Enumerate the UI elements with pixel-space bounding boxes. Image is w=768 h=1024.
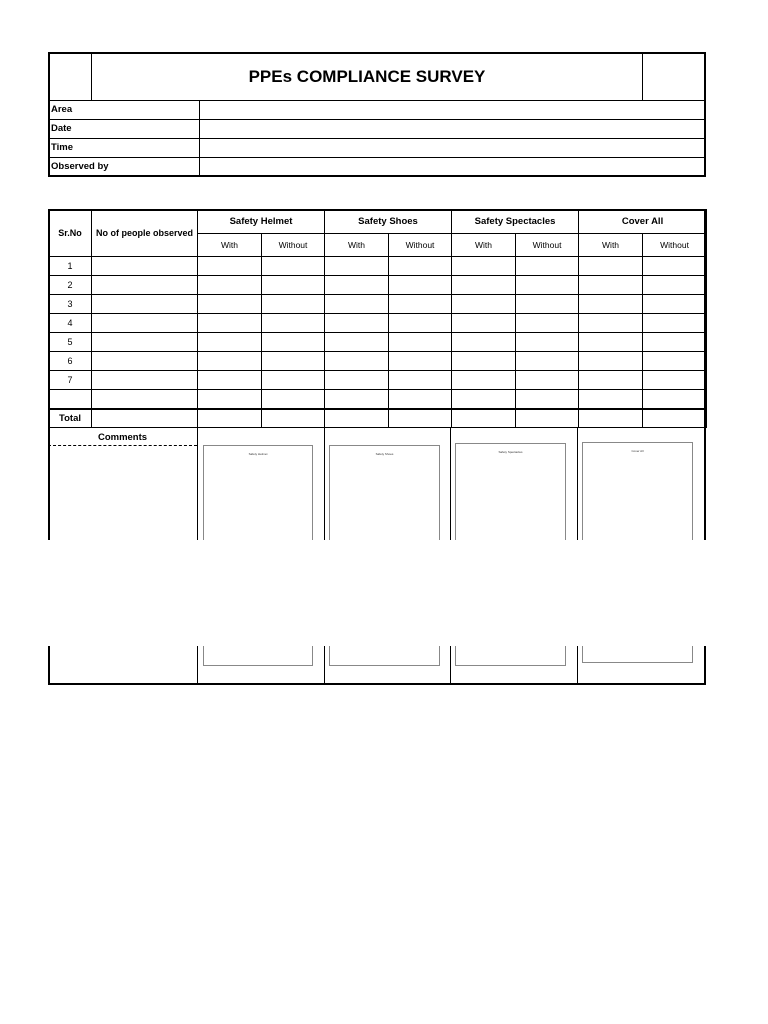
count-cell[interactable]: [262, 371, 325, 390]
count-cell[interactable]: [452, 371, 516, 390]
count-cell[interactable]: [262, 390, 325, 409]
srno-header: Sr.No: [49, 210, 92, 257]
count-cell[interactable]: [452, 257, 516, 276]
count-cell[interactable]: [643, 276, 707, 295]
people-count-cell[interactable]: [92, 390, 198, 409]
with-header: With: [325, 234, 389, 257]
observed-by-input[interactable]: [199, 158, 704, 176]
without-header: Without: [389, 234, 452, 257]
count-cell[interactable]: [389, 314, 452, 333]
count-cell[interactable]: [389, 371, 452, 390]
logo-cell-left: [50, 54, 92, 100]
survey-header: [48, 52, 706, 177]
count-cell[interactable]: [389, 390, 452, 409]
row-number: 6: [49, 352, 92, 371]
count-cell[interactable]: [452, 314, 516, 333]
people-count-cell[interactable]: [92, 352, 198, 371]
count-cell[interactable]: [325, 276, 389, 295]
count-cell[interactable]: [262, 352, 325, 371]
count-cell[interactable]: [643, 333, 707, 352]
count-cell[interactable]: [516, 371, 579, 390]
count-cell[interactable]: [389, 276, 452, 295]
count-cell[interactable]: [643, 371, 707, 390]
count-cell[interactable]: [325, 352, 389, 371]
date-input[interactable]: [199, 120, 704, 138]
time-input[interactable]: [199, 139, 704, 157]
count-cell[interactable]: [198, 390, 262, 409]
row-number: 4: [49, 314, 92, 333]
count-cell[interactable]: [643, 295, 707, 314]
count-cell[interactable]: [579, 257, 643, 276]
time-row: [50, 138, 704, 157]
safety-shoes-header: Safety Shoes: [325, 210, 452, 234]
count-cell[interactable]: [325, 390, 389, 409]
row-number: 5: [49, 333, 92, 352]
compliance-table: [48, 209, 707, 428]
total-cell[interactable]: [198, 409, 262, 428]
count-cell[interactable]: [325, 257, 389, 276]
safety-helmet-header: Safety Helmet: [198, 210, 325, 234]
row-number: 2: [49, 276, 92, 295]
count-cell[interactable]: [579, 276, 643, 295]
date-row: [50, 119, 704, 138]
total-cell[interactable]: [579, 409, 643, 428]
total-cell[interactable]: [452, 409, 516, 428]
table-row: [49, 314, 707, 333]
count-cell[interactable]: [198, 352, 262, 371]
cover-all-header: Cover All: [579, 210, 707, 234]
photo-caption: Safety Shoes: [375, 452, 394, 456]
count-cell[interactable]: [579, 352, 643, 371]
count-cell[interactable]: [579, 314, 643, 333]
count-cell[interactable]: [198, 257, 262, 276]
count-cell[interactable]: [198, 333, 262, 352]
count-cell[interactable]: [516, 314, 579, 333]
table-row: [49, 333, 707, 352]
with-header: With: [452, 234, 516, 257]
total-cell[interactable]: [262, 409, 325, 428]
people-count-cell[interactable]: [92, 276, 198, 295]
count-cell[interactable]: [452, 352, 516, 371]
table-row: [49, 390, 707, 409]
count-cell[interactable]: [198, 276, 262, 295]
table-row: [49, 276, 707, 295]
count-cell[interactable]: [262, 257, 325, 276]
count-cell[interactable]: [325, 314, 389, 333]
observed-by-label: Observed by: [51, 161, 109, 172]
count-cell[interactable]: [452, 295, 516, 314]
count-cell[interactable]: [389, 333, 452, 352]
count-cell[interactable]: [389, 257, 452, 276]
observed-by-row: [50, 157, 704, 175]
count-cell[interactable]: [516, 390, 579, 409]
count-cell[interactable]: [643, 390, 707, 409]
people-count-cell[interactable]: [92, 295, 198, 314]
count-cell[interactable]: [325, 333, 389, 352]
count-cell[interactable]: [579, 390, 643, 409]
date-label: Date: [51, 123, 72, 134]
count-cell[interactable]: [389, 352, 452, 371]
count-cell[interactable]: [262, 333, 325, 352]
count-cell[interactable]: [262, 295, 325, 314]
time-label: Time: [51, 142, 74, 153]
table-row: [49, 352, 707, 371]
photo-caption: Cover All: [631, 449, 644, 453]
without-header: Without: [262, 234, 325, 257]
area-label: Area: [51, 104, 73, 115]
count-cell[interactable]: [643, 314, 707, 333]
count-cell[interactable]: [516, 276, 579, 295]
total-cell[interactable]: [325, 409, 389, 428]
count-cell[interactable]: [262, 276, 325, 295]
people-count-cell[interactable]: [92, 257, 198, 276]
total-cell[interactable]: [516, 409, 579, 428]
with-header: With: [579, 234, 643, 257]
without-header: Without: [516, 234, 579, 257]
photo-caption: Safety Helmet: [248, 452, 268, 456]
total-cell[interactable]: [643, 409, 707, 428]
comments-label: Comments: [48, 428, 197, 446]
count-cell[interactable]: [325, 371, 389, 390]
count-cell[interactable]: [452, 390, 516, 409]
area-input[interactable]: [199, 101, 704, 119]
safety-spectacles-header: Safety Spectacles: [452, 210, 579, 234]
count-cell[interactable]: [452, 276, 516, 295]
people-count-cell[interactable]: [92, 371, 198, 390]
count-cell[interactable]: [516, 333, 579, 352]
count-cell[interactable]: [516, 257, 579, 276]
count-cell[interactable]: [325, 295, 389, 314]
people-count-cell[interactable]: [92, 314, 198, 333]
with-header: With: [198, 234, 262, 257]
count-cell[interactable]: [198, 371, 262, 390]
table-row: [49, 371, 707, 390]
page-gap: [40, 540, 730, 646]
count-cell[interactable]: [389, 295, 452, 314]
count-cell[interactable]: [198, 295, 262, 314]
count-cell[interactable]: [516, 295, 579, 314]
without-header: Without: [643, 234, 707, 257]
total-cell[interactable]: [389, 409, 452, 428]
count-cell[interactable]: [579, 371, 643, 390]
count-cell[interactable]: [579, 295, 643, 314]
row-number: 1: [49, 257, 92, 276]
row-number: 3: [49, 295, 92, 314]
table-row: [49, 295, 707, 314]
people-observed-header: No of people observed: [92, 210, 198, 257]
count-cell[interactable]: [643, 257, 707, 276]
row-number: 7: [49, 371, 92, 390]
row-number: [49, 390, 92, 409]
count-cell[interactable]: [452, 333, 516, 352]
area-row: [50, 100, 704, 119]
count-cell[interactable]: [579, 333, 643, 352]
count-cell[interactable]: [262, 314, 325, 333]
total-label: Total: [49, 409, 92, 428]
people-count-cell[interactable]: [92, 333, 198, 352]
count-cell[interactable]: [198, 314, 262, 333]
photo-caption: Safety Spectacles: [498, 450, 523, 454]
total-cell[interactable]: [92, 409, 198, 428]
count-cell[interactable]: [643, 352, 707, 371]
count-cell[interactable]: [516, 352, 579, 371]
table-row: [49, 257, 707, 276]
logo-cell-right: [642, 54, 704, 100]
page-title: PPEs COMPLIANCE SURVEY: [248, 67, 486, 86]
